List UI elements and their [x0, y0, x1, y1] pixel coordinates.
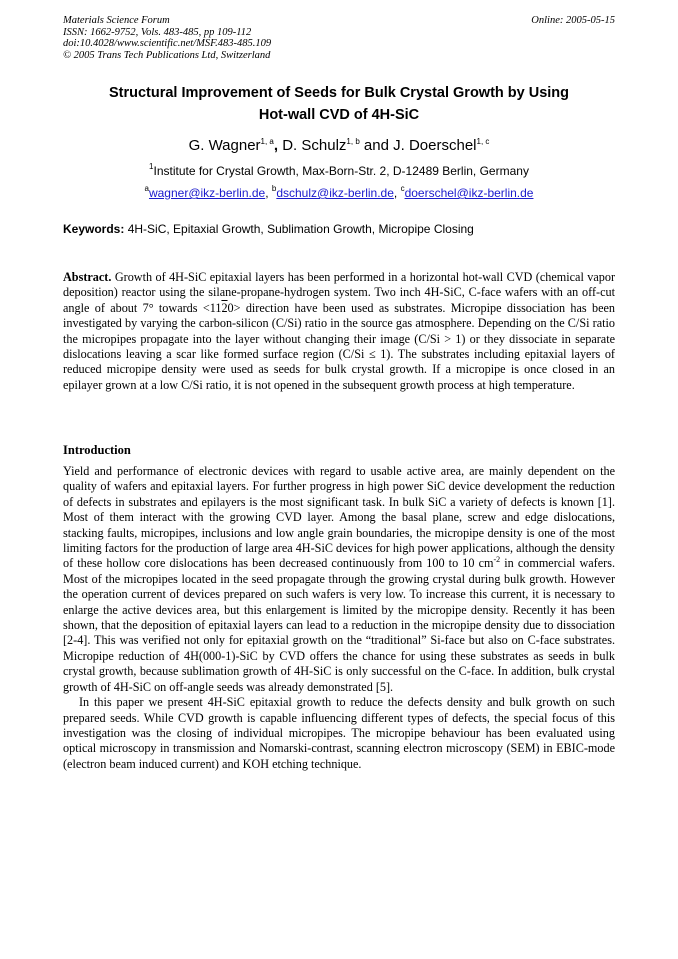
journal-header	[63, 15, 271, 61]
overbar-digit: 2	[221, 300, 228, 315]
keywords-label: Keywords:	[63, 222, 125, 236]
author-sup: 1, a	[260, 137, 274, 146]
email-link-doerschel[interactable]: doerschel@ikz-berlin.de	[404, 186, 534, 200]
affiliation	[63, 163, 615, 179]
introduction-body	[63, 464, 615, 772]
copyright-line: © 2005 Trans Tech Publications Ltd, Switzerland	[63, 49, 271, 61]
email-sep: ,	[393, 186, 401, 200]
email-sup: a	[144, 184, 149, 193]
author-sep: ,	[273, 137, 283, 154]
author-name: D. Schulz	[282, 137, 347, 154]
introduction-heading: Introduction	[63, 443, 131, 457]
affiliation-text: Institute for Crystal Growth, Max-Born-Str. 2, D-12489 Berlin, Germany	[153, 164, 529, 178]
email-list	[63, 185, 615, 201]
author-sup: 1, b	[346, 137, 360, 146]
intro-p1-sup: -2	[493, 555, 501, 565]
abstract	[63, 270, 615, 393]
abstract-label: Abstract.	[63, 270, 112, 284]
email-link-schulz[interactable]: dschulz@ikz-berlin.de	[276, 186, 394, 200]
keywords	[63, 221, 615, 237]
intro-paragraph-1	[63, 464, 615, 695]
paper-title	[63, 82, 615, 126]
intro-p1-text-b: in commercial wafers. Most of the micropipes located in the seed propagate through the growing crystal during bulk growth. However the operation current of devices prepared on such wafers is very low. To increase this current, it is necessary to enlarge the active devices area, but this enlargement is limited by the micropipe density. Recently it has been shown, that the deposition of epitaxial layers can lead to a reduction in the micropipe density due to dissociation [2-4]. This was verified not only for epitaxial growth on the “traditional” Si-face but also on C-face substrates. Micropipe reduction of 4H(000-1)-SiC by CVD offers the chance for using these substrates as seeds in bulk crystal growth, because sublimation growth of 4H-SiC is only successful on the C-face. In addition, bulk crystal growth of 4H-SiC on off-angle seeds was already demonstrated [5].	[63, 556, 616, 694]
author-name: J. Doerschel	[393, 137, 477, 154]
author-sup: 1, c	[476, 137, 490, 146]
author-sep: and	[359, 137, 394, 154]
email-link-wagner[interactable]: wagner@ikz-berlin.de	[148, 186, 266, 200]
abstract-text-2: 0> direction have been used as substrates. Micropipe dissociation has been investigated by varying the carbon-silicon (C/Si) ratio in the source gas atmosphere. Depending on the C/Si ratio the micropipes propagate into the layer without changing their image (C/Si > 1) or they dissociate in separate dislocations leaving a scar like formed surface region (C/Si ≤ 1). The substrates including epitaxial layers of reduced micropipe density were used as seeds for bulk crystal growth. If a micropipe is once closed in an epilayer grown at a low C/Si ratio, it is not opened in the subsequent growth process at high temperature.	[63, 300, 615, 392]
author-name: G. Wagner	[188, 137, 261, 154]
email-sep: ,	[265, 186, 272, 200]
affiliation-sup: 1	[149, 162, 154, 171]
email-sup: b	[271, 184, 277, 193]
intro-p1-text-a: Yield and performance of electronic devices with regard to usable active area, are mainly dependent on the quality of wafers and epitaxial layers. For further progress in high power SiC device development the reduction of defects in substrates and epilayers is the most significant task. In bulk SiC a variety of defects is known [1]. Most of them interact with the growing CVD layer. Among the basal plane, screw and edge dislocations, stacking faults, micropipes, inclusions and low angle grain boundaries, the micropipe density is one of the most limiting factors for the production of large area 4H-SiC devices for high power applications, although the density of these hollow core dislocations has been decreased continuously from 100 to 10 cm	[63, 464, 615, 571]
author-list	[63, 136, 615, 156]
keywords-text: 4H-SiC, Epitaxial Growth, Sublimation Growth, Micropipe Closing	[127, 222, 474, 236]
issn-line: ISSN: 1662-9752, Vols. 483-485, pp 109-112	[63, 26, 252, 38]
journal-name: Materials Science Forum	[63, 15, 170, 26]
online-date: Online: 2005-05-15	[531, 15, 615, 26]
intro-paragraph-2: In this paper we present 4H-SiC epitaxial growth to reduce the defects density and bulk growth on such prepared seeds. While CVD growth is capable influencing different types of defects, the special focus of this investigation was the closing of individual micropipes. The micropipe behaviour has been evaluated using optical microscopy in transmission and Nomarski-contrast, scanning electron microscopy (SEM) in EBIC-mode (electron beam induced current) and KOH etching technique.	[63, 695, 615, 771]
title-line-2: Hot-wall CVD of 4H-SiC	[258, 107, 420, 123]
abstract-text-1: Growth of 4H-SiC epitaxial layers has been performed in a horizontal hot-wall CVD (chemical vapor deposition) reactor using the silane-propane-hydrogen system. Two inch 4H-SiC, C-face wafers with an off-cut angle of about 7° towards <11	[63, 270, 616, 315]
email-sup: c	[400, 184, 405, 193]
doi-line: doi:10.4028/www.scientific.net/MSF.483-485.109	[63, 38, 272, 49]
title-line-1: Structural Improvement of Seeds for Bulk Crystal Growth by Using	[108, 85, 570, 101]
